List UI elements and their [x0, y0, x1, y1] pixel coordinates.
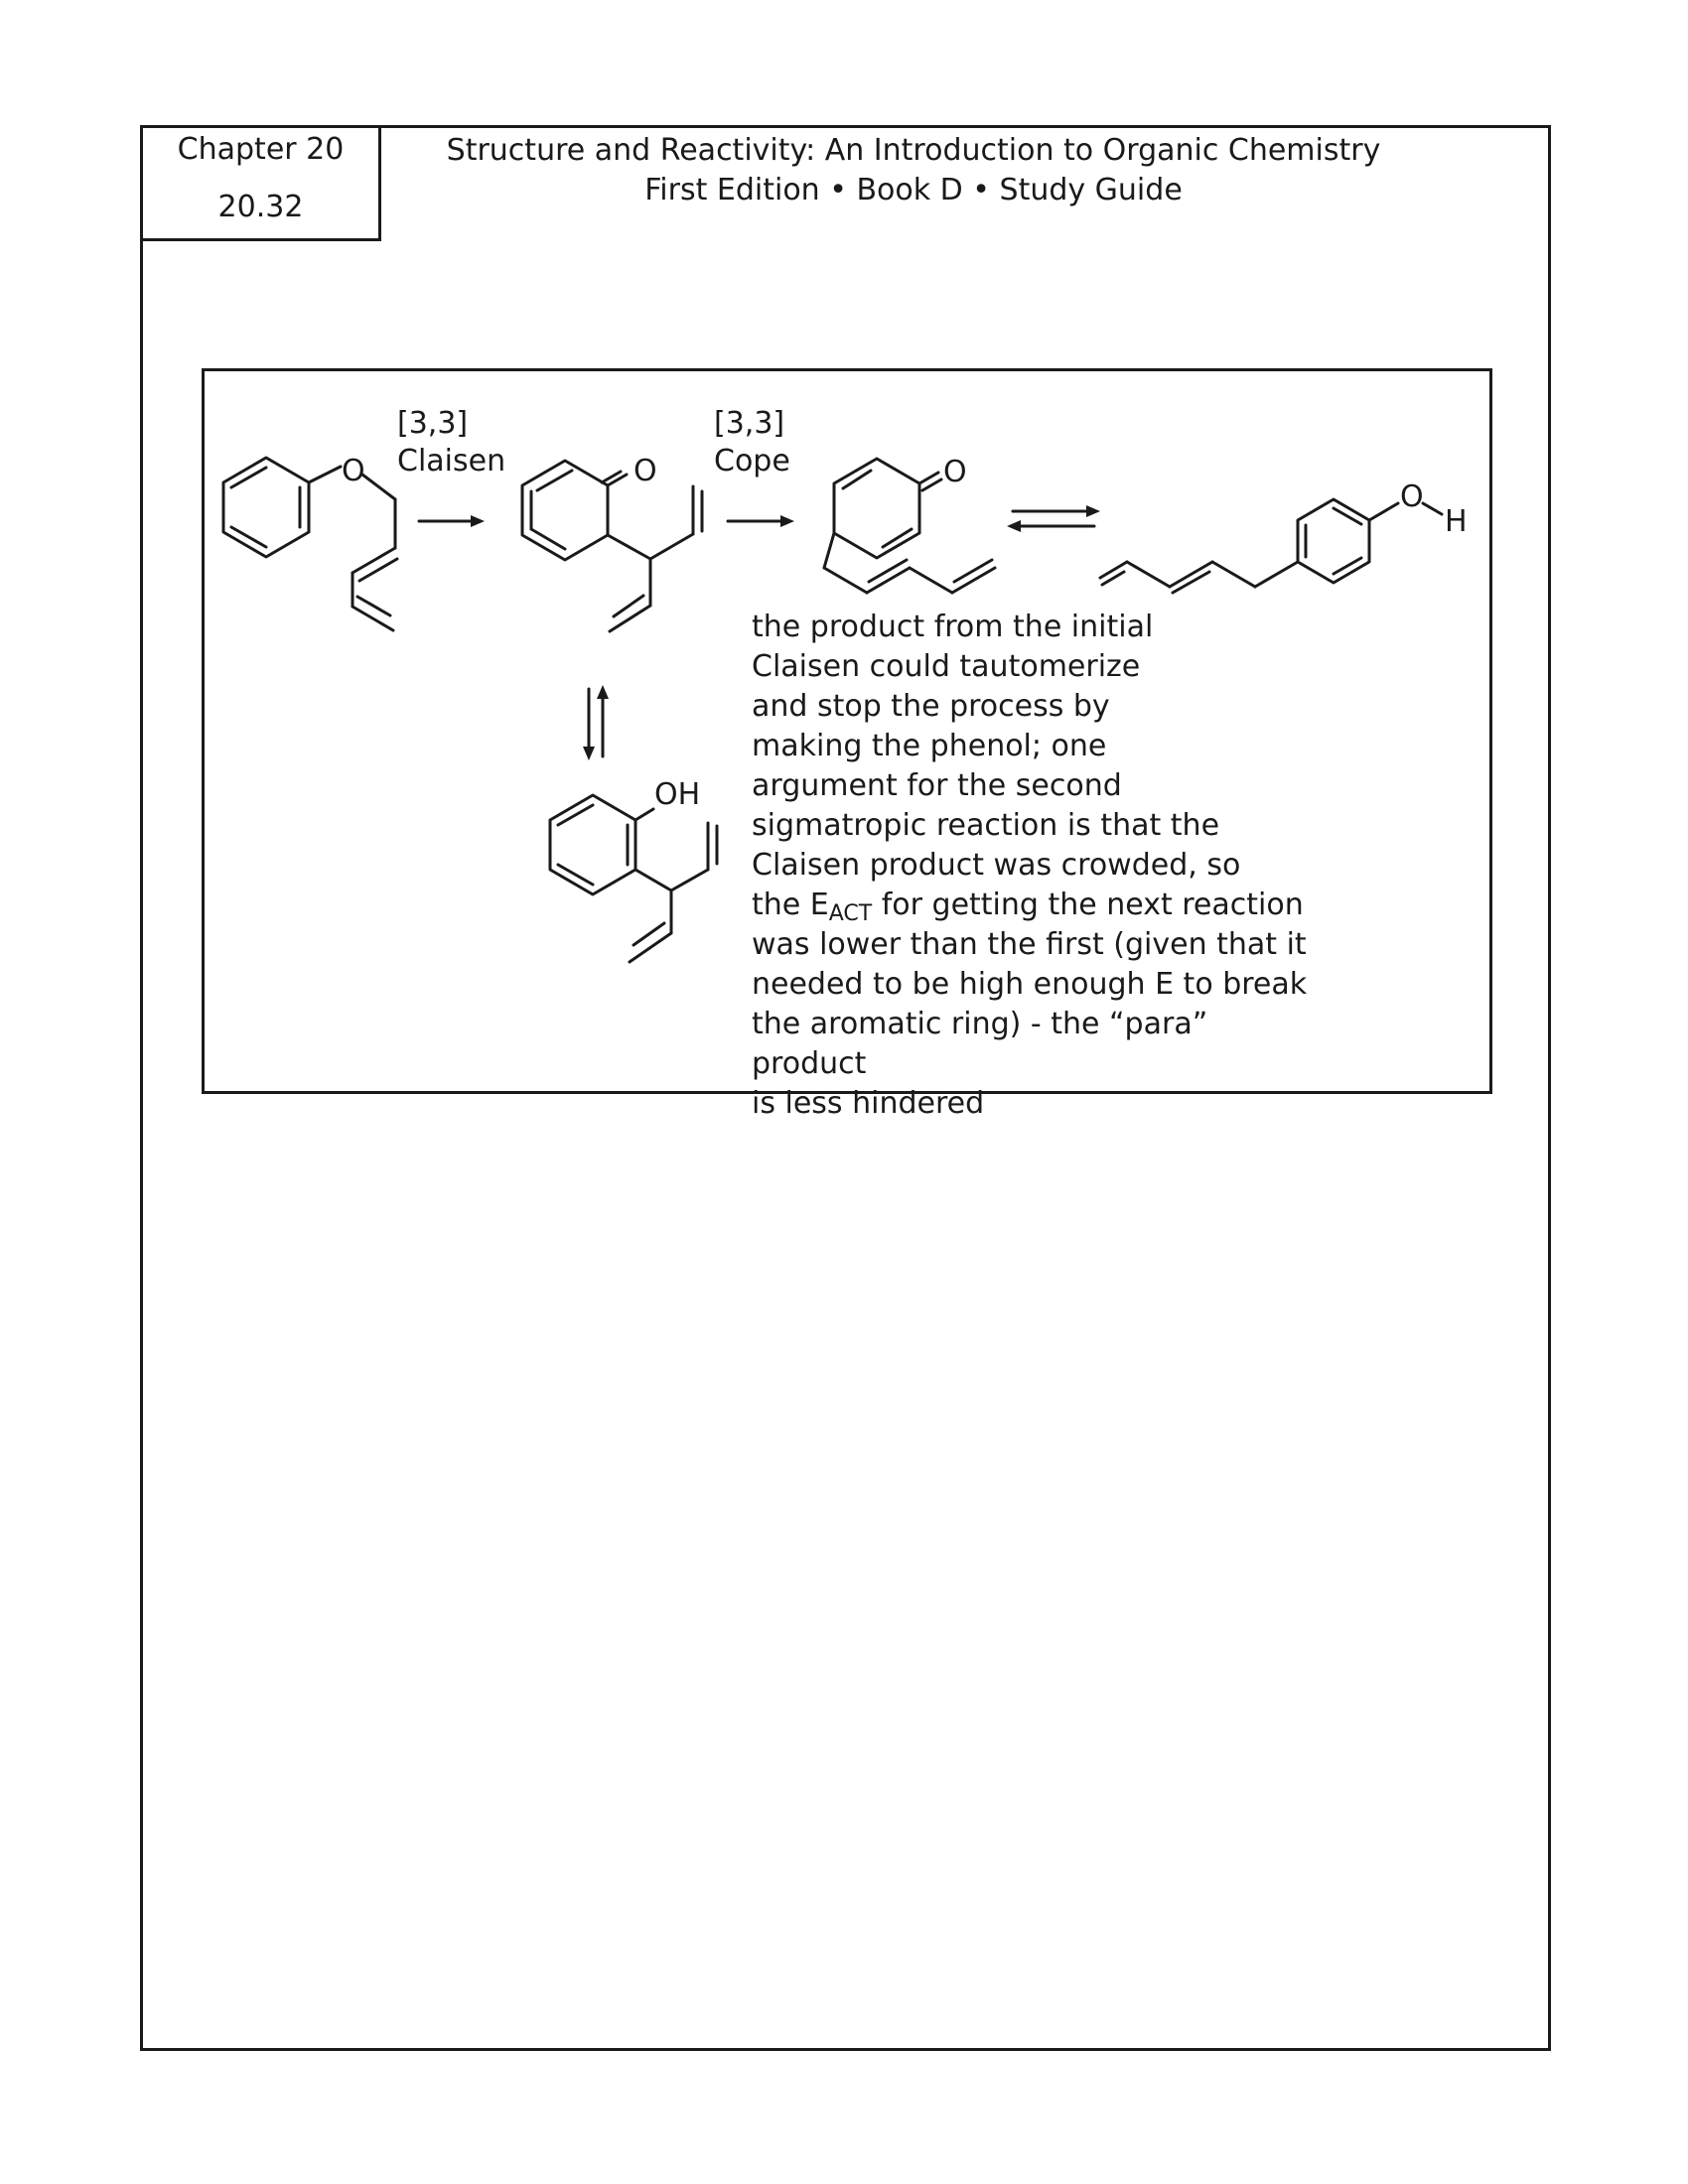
claisen-bracket: [3,3] [397, 406, 469, 441]
molecule-para-phenol [1100, 479, 1468, 593]
explanation-line: the product from the initial [752, 610, 1154, 644]
ketone-oxygen-2: O [943, 455, 967, 489]
molecule-phenyl-ether [223, 454, 397, 630]
ortho-phenol-oh: OH [654, 777, 701, 812]
explanation-line: was lower than the first (given that it [752, 927, 1307, 962]
explanation-line: Claisen product was crowded, so [752, 848, 1241, 883]
equilibrium-arrow-horizontal [1007, 505, 1100, 532]
equilibrium-arrow-vertical [583, 685, 609, 760]
phenol-hydrogen: H [1445, 504, 1468, 539]
eact-line-prefix: the E [752, 887, 829, 922]
explanation-line: argument for the second [752, 768, 1122, 803]
book-title-line2: First Edition • Book D • Study Guide [644, 173, 1183, 207]
arrow-claisen [397, 406, 505, 527]
explanation-line: sigmatropic reaction is that the [752, 808, 1220, 843]
problem-number: 20.32 [217, 190, 304, 224]
explanation-line: is less hindered [752, 1086, 985, 1121]
ketone-oxygen-1: O [633, 454, 657, 488]
explanation-line: needed to be high enough E to break [752, 967, 1308, 1002]
phenol-oxygen: O [1400, 479, 1424, 514]
explanation-line: and stop the process by [752, 689, 1110, 724]
arrow-cope [714, 406, 794, 527]
chapter-label: Chapter 20 [177, 132, 345, 167]
cope-bracket: [3,3] [714, 406, 785, 441]
explanation-text [752, 608, 1308, 1124]
molecule-ortho-phenol [550, 777, 717, 962]
eact-subscript: ACT [828, 901, 873, 926]
claisen-label: Claisen [397, 444, 506, 478]
book-title-line1: Structure and Reactivity: An Introduction to Organic Chemistry [446, 133, 1381, 168]
molecule-cope-intermediate [824, 455, 995, 593]
eact-line-suffix: for getting the next reaction [872, 887, 1304, 922]
cope-label: Cope [714, 444, 790, 478]
oxygen-label: O [342, 454, 365, 488]
explanation-line: the aromatic ring) - the “para” product [752, 1007, 1208, 1081]
molecule-claisen-intermediate [522, 454, 702, 631]
explanation-line: making the phenol; one [752, 729, 1107, 763]
explanation-line: Claisen could tautomerize [752, 649, 1141, 684]
